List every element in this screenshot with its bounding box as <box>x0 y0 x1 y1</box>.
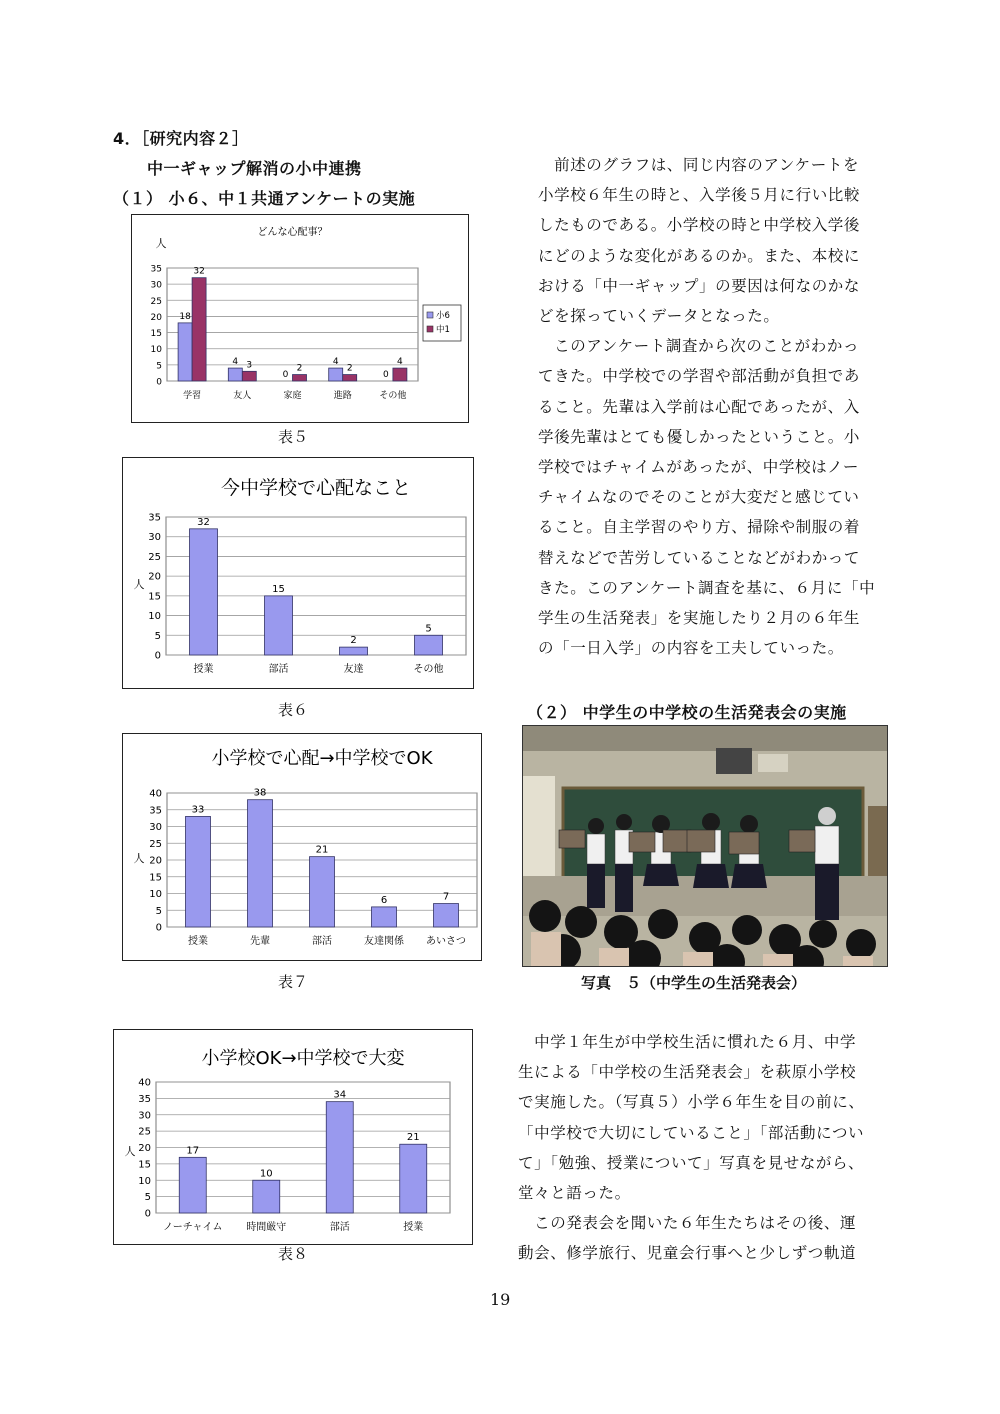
text-line: て」「勉強、授業について」写真を見せながら、 <box>518 1153 865 1172</box>
y-tick-label: 30 <box>149 822 162 833</box>
x-tick-label: 友人 <box>233 391 252 401</box>
bar <box>293 375 307 381</box>
data-label: 21 <box>406 1132 420 1144</box>
legend-label: 中1 <box>436 325 450 335</box>
y-tick-label: 35 <box>138 1093 151 1105</box>
chart-title: 小学校OK→中学校で大変 <box>201 1048 405 1069</box>
y-tick-label: 10 <box>149 889 162 900</box>
x-tick-label: 進路 <box>333 391 352 401</box>
caption-t8: 表８ <box>278 1245 309 1263</box>
text-line: この発表会を聞いた６年生たちはその後、運 <box>518 1214 857 1233</box>
caption-t5: 表５ <box>278 428 309 446</box>
y-tick-label: 15 <box>150 329 162 340</box>
text-line: にどのような変化があるのか。また、本校に <box>538 246 861 265</box>
data-label: 2 <box>346 363 353 374</box>
bar <box>228 368 242 381</box>
x-tick-label: 時間厳守 <box>246 1222 287 1233</box>
y-tick-label: 0 <box>156 377 162 388</box>
y-tick-label: 5 <box>155 905 162 917</box>
data-label: 5 <box>425 623 432 635</box>
text-line: 替えなどで苦労していることなどがわかって <box>538 548 861 567</box>
text-line: おける「中一ギャップ」の要因は何なのかな <box>538 276 861 295</box>
y-tick-label: 35 <box>148 512 161 524</box>
y-axis-label: 人 <box>133 578 145 591</box>
chart-legend <box>423 305 461 341</box>
data-label: 0 <box>282 370 289 380</box>
section-title: 4．［研究内容２］ <box>113 129 249 148</box>
chart-t5 <box>131 214 469 423</box>
bar <box>242 371 256 381</box>
y-tick-label: 30 <box>138 1110 151 1122</box>
data-label: 34 <box>333 1089 347 1101</box>
bar <box>179 1157 206 1213</box>
sub1-heading: （１） 小６、中１共通アンケートの実施 <box>113 189 416 208</box>
photo-presentation <box>522 725 888 967</box>
y-tick-label: 20 <box>148 571 161 583</box>
text-line: このアンケート調査から次のことがわかっ <box>538 337 860 356</box>
data-label: 4 <box>397 357 403 368</box>
text-line: チャイムなのでそのことが大変だと感じてい <box>538 488 860 507</box>
data-label: 3 <box>246 360 253 371</box>
x-tick-label: 友達 <box>343 664 364 675</box>
legend-swatch <box>427 312 433 318</box>
bar <box>178 323 192 381</box>
y-tick-label: 25 <box>149 838 162 850</box>
data-label: 6 <box>380 894 388 906</box>
text-line: 生による「中学校の生活発表会」を萩原小学校 <box>518 1063 857 1082</box>
bar <box>192 278 206 381</box>
x-tick-label: 家庭 <box>283 391 302 401</box>
text-line: 学校ではチャイムがあったが、中学校はノー <box>538 458 859 477</box>
x-tick-label: 授業 <box>403 1222 424 1233</box>
caption-t6: 表６ <box>278 701 309 719</box>
x-tick-label: ノーチャイム <box>163 1222 223 1233</box>
y-tick-label: 20 <box>149 855 162 867</box>
text-line: てきた。中学校での学習や部活動が負担であ <box>538 367 861 386</box>
y-tick-label: 20 <box>138 1143 151 1154</box>
data-label: 32 <box>197 516 210 528</box>
y-axis-label: 人 <box>124 1145 136 1158</box>
y-tick-label: 5 <box>156 361 162 372</box>
chart-t6 <box>122 457 474 689</box>
x-tick-label: その他 <box>413 664 444 675</box>
chart-title: どんな心配事？ <box>257 227 328 238</box>
x-tick-label: 授業 <box>193 664 214 675</box>
x-tick-label: 先輩 <box>250 936 270 947</box>
y-tick-label: 0 <box>155 922 162 934</box>
text-line: ること。先輩は入学前は心配であったが、入 <box>538 397 860 416</box>
bar <box>186 816 211 927</box>
data-label: 17 <box>186 1145 200 1157</box>
x-tick-label: 部活 <box>329 1222 350 1233</box>
bar <box>265 596 293 655</box>
x-tick-label: その他 <box>379 391 407 401</box>
text-line: 学生の生活発表」を実施したり２月の６年生 <box>538 609 861 628</box>
y-tick-label: 10 <box>138 1175 151 1187</box>
chart-t8 <box>113 1029 473 1245</box>
data-label: 2 <box>350 635 357 647</box>
legend-label: 小6 <box>436 311 450 321</box>
bar <box>434 904 459 927</box>
text-line: 堂々と語った。 <box>518 1184 631 1203</box>
legend-swatch <box>427 326 433 332</box>
data-label: 15 <box>272 583 285 595</box>
text-line: どを探っていくデータとなった。 <box>538 307 780 326</box>
y-tick-label: 15 <box>138 1159 151 1171</box>
data-label: 32 <box>193 266 205 277</box>
y-axis-label: 人 <box>133 852 145 865</box>
text-line: で実施した。（写真５）小学６年生を目の前に、 <box>518 1093 865 1112</box>
bar <box>310 857 335 927</box>
bar <box>326 1102 353 1213</box>
text-line: 前述のグラフは、同じ内容のアンケートを <box>538 156 860 174</box>
chart-title: 小学校で心配→中学校でOK <box>211 748 433 769</box>
text-line: 「中学校で大切にしていること」「部活動につい <box>518 1123 865 1142</box>
data-label: 4 <box>232 357 239 368</box>
y-tick-label: 5 <box>154 630 161 642</box>
page-number: 19 <box>490 1290 511 1309</box>
bar <box>400 1144 427 1213</box>
data-label: 0 <box>383 370 389 380</box>
bar <box>372 907 397 927</box>
right-paragraph-1 <box>538 150 898 663</box>
data-label: 18 <box>179 311 191 322</box>
y-tick-label: 30 <box>148 532 161 544</box>
data-label: 33 <box>191 804 205 816</box>
data-label: 4 <box>332 357 339 368</box>
y-tick-label: 15 <box>149 872 162 884</box>
text-line: 中学１年生が中学校生活に慣れた６月、中学 <box>518 1033 857 1051</box>
x-tick-label: 部活 <box>268 664 289 675</box>
section-subtitle: 中一ギャップ解消の小中連携 <box>147 159 362 178</box>
y-tick-label: 25 <box>148 551 161 563</box>
caption-photo5: 写真 ５（中学生の生活発表会） <box>581 974 807 992</box>
text-line: したものである。小学校の時と中学校入学後 <box>538 216 861 235</box>
y-tick-label: 35 <box>150 264 162 275</box>
y-tick-label: 20 <box>150 312 162 323</box>
bar <box>393 368 407 381</box>
right-paragraph-2 <box>518 1027 898 1269</box>
y-tick-label: 40 <box>138 1077 151 1089</box>
y-tick-label: 0 <box>144 1208 151 1220</box>
data-label: 38 <box>253 787 267 799</box>
data-label: 10 <box>259 1168 273 1180</box>
bar <box>340 647 368 655</box>
bar <box>190 529 218 655</box>
y-tick-label: 25 <box>138 1126 151 1138</box>
chart-t7 <box>122 733 482 961</box>
x-tick-label: 授業 <box>188 936 208 947</box>
text-line: 小学校６年生の時と、入学後５月に行い比較 <box>538 186 861 205</box>
x-tick-label: 友達関係 <box>364 936 404 947</box>
y-tick-label: 40 <box>149 788 162 800</box>
x-tick-label: あいさつ <box>426 936 466 947</box>
data-label: 7 <box>442 891 450 903</box>
y-tick-label: 5 <box>144 1192 151 1204</box>
text-line: 学後先輩はとても優しかったということ。小 <box>538 427 861 446</box>
y-tick-label: 0 <box>154 650 161 662</box>
data-label: 2 <box>296 363 303 374</box>
text-line: ること。自主学習のやり方、掃除や制服の着 <box>538 518 861 537</box>
bar <box>415 635 443 655</box>
chart-title: 今中学校で心配なこと <box>220 477 412 499</box>
bar <box>343 375 357 381</box>
y-tick-label: 15 <box>148 591 161 603</box>
caption-t7: 表７ <box>278 973 309 991</box>
x-tick-label: 部活 <box>312 936 332 947</box>
y-tick-label: 35 <box>149 805 162 817</box>
y-tick-label: 30 <box>150 280 162 291</box>
x-tick-label: 学習 <box>183 391 202 401</box>
sub2-heading: （２） 中学生の中学校の生活発表会の実施 <box>527 703 847 722</box>
text-line: 動会、修学旅行、児童会行事へと少しずつ軌道 <box>518 1244 857 1263</box>
y-tick-label: 10 <box>148 611 161 623</box>
y-tick-label: 25 <box>150 296 162 307</box>
text-line: きた。このアンケート調査を基に、６月に「中 <box>538 578 876 597</box>
text-line: の「一日入学」の内容を工夫していった。 <box>538 639 844 658</box>
bar <box>253 1180 280 1213</box>
data-label: 21 <box>315 844 329 856</box>
bar <box>248 800 273 927</box>
bar <box>329 368 343 381</box>
y-tick-label: 10 <box>150 345 162 356</box>
y-axis-label: 人 <box>155 237 167 250</box>
